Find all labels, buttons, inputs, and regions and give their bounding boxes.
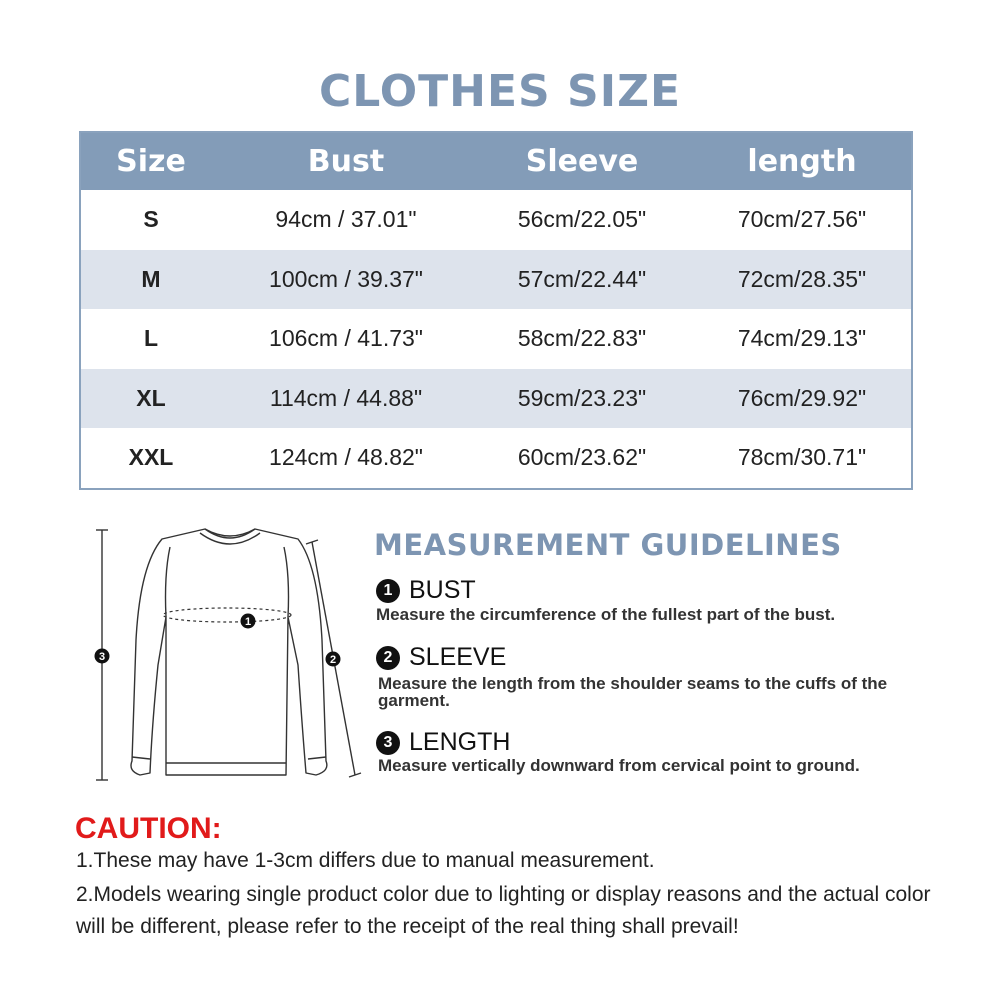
header-length: length [747,144,857,179]
guideline-sleeve-heading [376,643,506,672]
sleeve-cell: 59cm/23.23" [517,384,647,411]
sleeve-cell: 57cm/22.44" [517,265,647,292]
header-sleeve: Sleeve [525,144,639,179]
table-row [81,250,911,310]
bust-cell: 124cm / 48.82" [269,444,423,471]
table-row [81,309,911,369]
bust-cell: 94cm / 37.01" [275,206,417,233]
bust-cell: 100cm / 39.37" [269,265,423,292]
size-cell: S [143,206,159,233]
header-size: Size [116,144,186,179]
table-row [81,428,911,488]
guideline-bust-heading [376,576,476,605]
size-cell: L [143,325,159,352]
bust-marker [241,614,256,629]
length-cell: 76cm/29.92" [737,384,867,411]
caution-note: 2.Models wearing single product color due to lighting or display reasons and the actual color will be different, please refer to the receipt of the real thing shall prevail! [76,883,931,938]
length-cell: 72cm/28.35" [737,265,867,292]
caution-note: 1.These may have 1-3cm differs due to manual measurement. [76,849,655,872]
table-header-row [81,133,911,190]
bust-cell: 106cm / 41.73" [269,325,423,352]
table-row [81,369,911,429]
page-title: CLOTHES SIZE [318,66,682,117]
guidelines-title: MEASUREMENT GUIDELINES [374,528,842,562]
guideline-sleeve-description: Measure the length from the shoulder seams to the cuffs of the garment. [378,674,888,710]
length-cell: 74cm/29.13" [737,325,867,352]
number-one-icon: 1 [376,579,400,603]
header-bust: Bust [307,144,385,179]
number-three-icon: 3 [376,731,400,755]
length-cell: 78cm/30.71" [737,444,867,471]
guideline-label: LENGTH [409,728,511,756]
sleeve-cell: 58cm/22.83" [517,325,647,352]
guideline-bust-description: Measure the circumference of the fullest part of the bust. [376,605,836,624]
guideline-label: SLEEVE [409,643,507,671]
length-marker-label: 3 [98,651,106,663]
guideline-length-heading [376,728,510,757]
bust-cell: 114cm / 44.88" [269,384,423,411]
size-cell: M [141,265,161,292]
sleeve-marker [326,652,341,667]
sleeve-cell: 56cm/22.05" [517,206,647,233]
caution-heading: CAUTION: [75,812,222,845]
sleeve-cell: 60cm/23.62" [517,444,647,471]
bust-measure-line [163,608,291,622]
sweater-diagram [90,525,370,790]
size-cell: XXL [128,444,174,471]
size-cell: XL [136,384,166,411]
size-chart-table [79,131,913,490]
guideline-length-description: Measure vertically downward from cervical point to ground. [378,756,860,775]
sleeve-marker-label: 2 [329,654,337,666]
length-marker [95,649,110,664]
guideline-label: BUST [409,576,476,604]
table-row [81,190,911,250]
length-cell: 70cm/27.56" [737,206,867,233]
bust-marker-label: 1 [244,616,252,628]
number-two-icon: 2 [376,646,400,670]
